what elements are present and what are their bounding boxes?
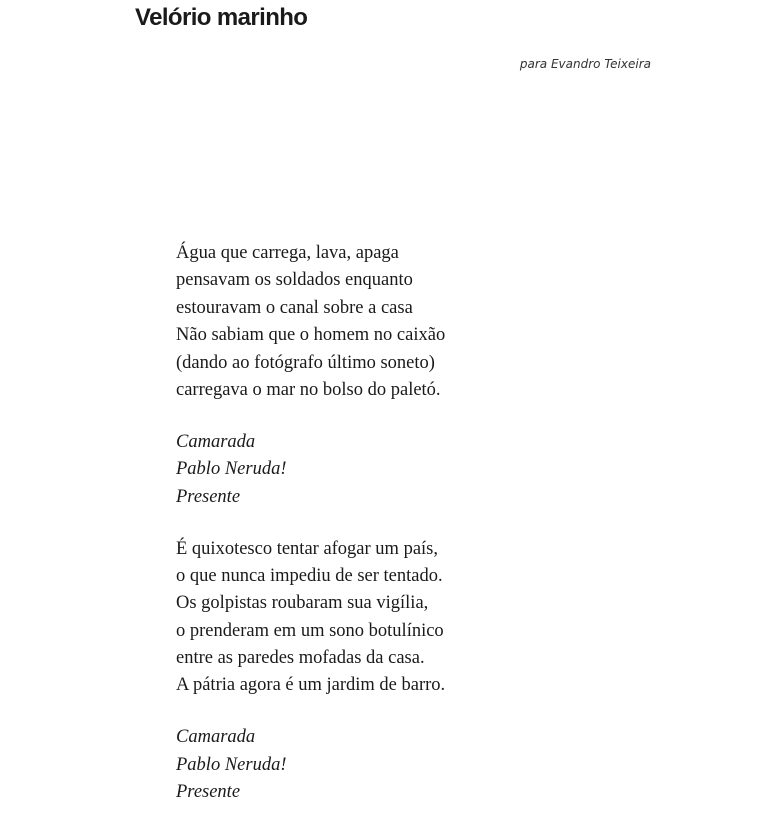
- stanza-1: [176, 240, 736, 404]
- poem-line: Água que carrega, lava, apaga: [176, 243, 399, 263]
- stanza-2: [176, 536, 736, 700]
- poem-body: [176, 240, 736, 807]
- refrain-line: Pablo Neruda!: [176, 754, 287, 775]
- refrain-line: Camarada: [176, 727, 256, 748]
- dedication: para Evandro Teixeira: [519, 57, 651, 71]
- poem-line: (dando ao fotógrafo último soneto): [176, 352, 435, 373]
- poem-line: entre as paredes mofadas da casa.: [176, 648, 425, 669]
- poem-line: Os golpistas roubaram sua vigília,: [176, 593, 429, 614]
- poem-line: estouravam o canal sobre a casa: [176, 297, 413, 318]
- refrain-line: Camarada: [176, 431, 256, 452]
- refrain-2: [176, 724, 736, 806]
- poem-line: A pátria agora é um jardim de barro.: [176, 675, 446, 696]
- refrain-1: [176, 429, 736, 511]
- refrain-line: Presente: [176, 486, 241, 507]
- poem-line: Não sabiam que o homem no caixão: [176, 325, 446, 346]
- refrain-line: Presente: [176, 782, 241, 803]
- poem-line: É quixotesco tentar afogar um país,: [176, 538, 438, 559]
- poem-line: o prenderam em um sono botulínico: [176, 620, 444, 641]
- refrain-line: Pablo Neruda!: [176, 459, 287, 480]
- poem-line: pensavam os soldados enquanto: [176, 270, 413, 291]
- poem-line: carregava o mar no bolso do paletó.: [176, 379, 441, 400]
- poem-line: o que nunca impediu de ser tentado.: [176, 565, 443, 586]
- poem-title: Velório marinho: [135, 4, 308, 31]
